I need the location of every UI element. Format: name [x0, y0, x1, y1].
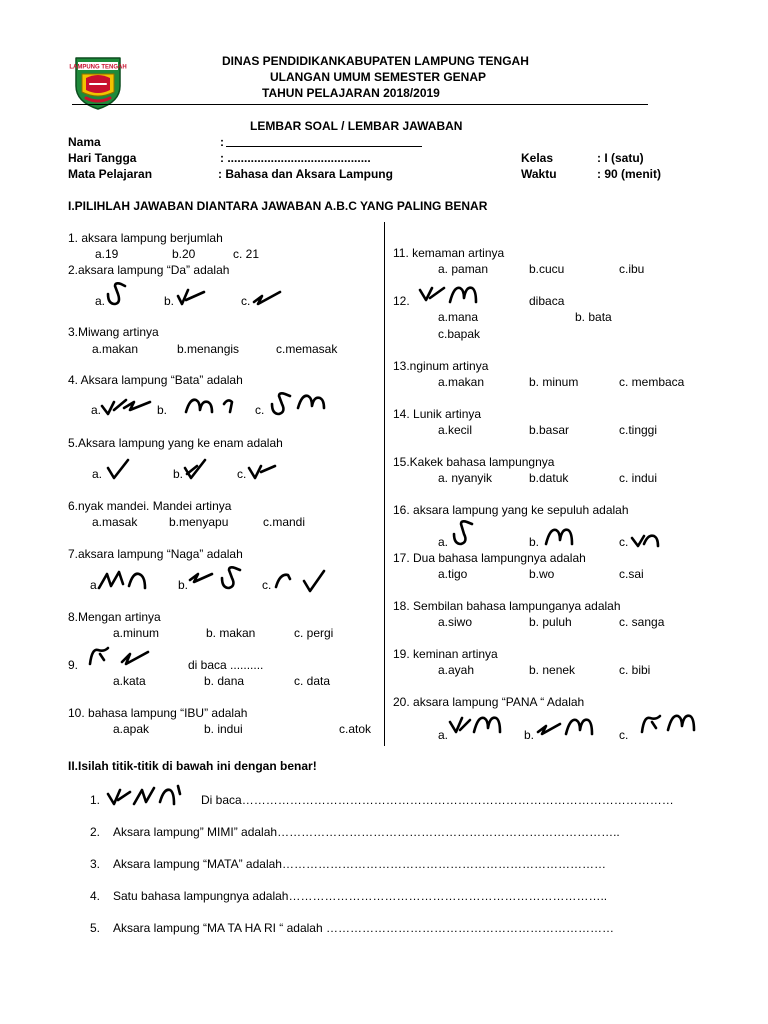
essay-3-text[interactable]: Aksara lampung “MATA” adalah……………………………………………………………………… [113, 857, 606, 871]
q13: 13.nginum artinya [393, 359, 489, 373]
hari-value: : ........................................... [220, 151, 371, 165]
aksara-glyph-q20c [638, 710, 696, 736]
aksara-glyph-q20b [536, 714, 596, 738]
q10: 10. bahasa lampung “IBU” adalah [68, 706, 248, 720]
q18: 18. Sembilan bahasa lampunganya adalah [393, 599, 621, 613]
mapel-label: Mata Pelajaran [68, 167, 153, 181]
aksara-glyph-q7b [188, 562, 250, 592]
q9: 9. [68, 658, 79, 672]
aksara-glyph-q7a [97, 568, 151, 592]
q7-opt-a[interactable]: a. [90, 578, 101, 592]
q11-opt-c[interactable]: c.ibu [619, 262, 645, 276]
q13-opt-b[interactable]: b. minum [529, 375, 579, 389]
essay-1-text[interactable]: Di baca……………………………………………………………………………………………… [201, 793, 674, 807]
q14-opt-a[interactable]: a.kecil [438, 423, 473, 437]
header-divider [72, 104, 648, 105]
q3: 3.Miwang artinya [68, 325, 159, 339]
q6-opt-a[interactable]: a.masak [92, 515, 138, 529]
essay-1-number: 1. [90, 793, 101, 807]
q6-opt-c[interactable]: c.mandi [263, 515, 306, 529]
q5-opt-a[interactable]: a. [92, 467, 103, 481]
q18-opt-c[interactable]: c. sanga [619, 615, 665, 629]
q12-opt-b[interactable]: b. bata [575, 310, 612, 324]
q16-opt-c[interactable]: c. [619, 535, 629, 549]
mapel-value: : Bahasa dan Aksara Lampung [218, 167, 393, 181]
q9-opt-b[interactable]: b. dana [204, 674, 245, 688]
q2-opt-c[interactable]: c. [241, 294, 251, 308]
essay-4-number: 4. [90, 889, 101, 903]
aksara-glyph-q5c [247, 462, 277, 482]
q13-opt-c[interactable]: c. membaca [619, 375, 685, 389]
q8: 8.Mengan artinya [68, 610, 161, 624]
aksara-glyph-essay1 [106, 784, 196, 810]
q9-opt-c[interactable]: c. data [294, 674, 331, 688]
q12-opt-c[interactable]: c.bapak [438, 327, 481, 341]
q8-opt-c[interactable]: c. pergi [294, 626, 334, 640]
nama-field-line[interactable] [226, 146, 422, 147]
q19-opt-b[interactable]: b. nenek [529, 663, 576, 677]
q13-opt-a[interactable]: a.makan [438, 375, 485, 389]
q3-opt-c[interactable]: c.memasak [276, 342, 338, 356]
q2-opt-a[interactable]: a. [95, 294, 106, 308]
q19-opt-a[interactable]: a.ayah [438, 663, 475, 677]
q2-opt-b[interactable]: b. [164, 294, 175, 308]
essay-5-number: 5. [90, 921, 101, 935]
q9-prompt: di baca .......... [188, 658, 264, 672]
q17-opt-b[interactable]: b.wo [529, 567, 555, 581]
section2-title: II.Isilah titik-titik di bawah ini dengan benar! [68, 759, 317, 773]
q10-opt-a[interactable]: a.apak [113, 722, 150, 736]
q1-opt-c[interactable]: c. 21 [233, 247, 260, 261]
essay-4-text[interactable]: Satu bahasa lampungnya adalah…………………………………………………………………….. [113, 889, 608, 903]
q18-opt-b[interactable]: b. puluh [529, 615, 572, 629]
q20-opt-b[interactable]: b. [524, 728, 535, 742]
q7-opt-c[interactable]: c. [262, 578, 272, 592]
q1: 1. aksara lampung berjumlah [68, 231, 223, 245]
q2: 2.aksara lampung “Da” adalah [68, 263, 230, 277]
q15: 15.Kakek bahasa lampungnya [393, 455, 555, 469]
q6: 6.nyak mandei. Mandei artinya [68, 499, 232, 513]
aksara-glyph-q2c [252, 288, 282, 308]
q1-opt-b[interactable]: b.20 [172, 247, 196, 261]
q3-opt-a[interactable]: a.makan [92, 342, 139, 356]
q14-opt-b[interactable]: b.basar [529, 423, 570, 437]
q12-opt-a[interactable]: a.mana [438, 310, 479, 324]
aksara-glyph-q4c [268, 390, 328, 418]
q16-opt-a[interactable]: a. [438, 535, 449, 549]
q3-opt-b[interactable]: b.menangis [177, 342, 240, 356]
q8-opt-b[interactable]: b. makan [206, 626, 256, 640]
q19: 19. keminan artinya [393, 647, 498, 661]
q6-opt-b[interactable]: b.menyapu [169, 515, 229, 529]
nama-colon: : [220, 135, 224, 149]
q20-opt-a[interactable]: a. [438, 728, 449, 742]
aksara-glyph-q16b [544, 524, 580, 548]
q10-opt-c[interactable]: c.atok [339, 722, 372, 736]
section1-title: I.PILIHLAH JAWABAN DIANTARA JAWABAN A.B.C YANG PALING BENAR [68, 199, 488, 213]
sheet-title: LEMBAR SOAL / LEMBAR JAWABAN [250, 119, 463, 133]
q14: 14. Lunik artinya [393, 407, 482, 421]
aksara-glyph-q2b [176, 288, 206, 308]
q15-opt-b[interactable]: b.datuk [529, 471, 569, 485]
aksara-glyph-q7c [274, 567, 328, 593]
aksara-glyph-q4a [100, 396, 152, 416]
q14-opt-c[interactable]: c.tinggi [619, 423, 658, 437]
essay-5-text[interactable]: Aksara lampung “MA TA HA RI “ adalah ……………………………………………………………… [113, 921, 614, 935]
aksara-glyph-q5b [183, 458, 209, 480]
essay-2-number: 2. [90, 825, 101, 839]
essay-3-number: 3. [90, 857, 101, 871]
q4-opt-c[interactable]: c. [255, 403, 265, 417]
aksara-glyph-q4b [184, 394, 242, 416]
q15-opt-c[interactable]: c. indui [619, 471, 658, 485]
q20: 20. aksara lampung “PANA “ Adalah [393, 695, 585, 709]
q17: 17. Dua bahasa lampungnya adalah [393, 551, 586, 565]
essay-2-text[interactable]: Aksara lampung” MIMI” adalah………………………………………………………………………….. [113, 825, 620, 839]
header-line2: ULANGAN UMUM SEMESTER GENAP [270, 70, 487, 84]
aksara-glyph-q20a [448, 712, 504, 738]
aksara-glyph-q2a [105, 282, 135, 308]
q9-opt-a[interactable]: a.kata [113, 674, 146, 688]
hari-label: Hari Tangga [68, 151, 137, 165]
waktu-value: : 90 (menit) [597, 167, 662, 181]
q19-opt-c[interactable]: c. bibi [619, 663, 651, 677]
kelas-value: : I (satu) [597, 151, 644, 165]
kelas-label: Kelas [521, 151, 554, 165]
aksara-glyph-q16c [630, 530, 666, 550]
q5: 5.Aksara lampung yang ke enam adalah [68, 436, 283, 450]
header-line3: TAHUN PELAJARAN 2018/2019 [262, 86, 440, 100]
q10-opt-b[interactable]: b. indui [204, 722, 243, 736]
column-divider [384, 222, 385, 746]
q16: 16. aksara lampung yang ke sepuluh adalah [393, 503, 629, 517]
q7: 7.aksara lampung “Naga” adalah [68, 547, 243, 561]
q4-opt-a[interactable]: a. [91, 403, 102, 417]
q17-opt-c[interactable]: c.sai [619, 567, 644, 581]
q1-opt-a[interactable]: a.19 [95, 247, 119, 261]
regency-logo [69, 56, 127, 110]
q11: 11. kemaman artinya [393, 246, 505, 260]
aksara-glyph-q9 [86, 644, 152, 668]
logo-text: LAMPUNG TENGAH [69, 64, 127, 71]
q15-opt-a[interactable]: a. nyanyik [438, 471, 493, 485]
aksara-glyph-q12 [418, 282, 480, 308]
q18-opt-a[interactable]: a.siwo [438, 615, 473, 629]
q12-prompt: dibaca [529, 294, 565, 308]
header-line1: DINAS PENDIDIKANKABUPATEN LAMPUNG TENGAH [222, 54, 529, 68]
waktu-label: Waktu [521, 167, 557, 181]
q12: 12. [393, 294, 410, 308]
q8-opt-a[interactable]: a.minum [113, 626, 160, 640]
aksara-glyph-q5a [106, 458, 132, 480]
q7-opt-b[interactable]: b. [178, 578, 189, 592]
q20-opt-c[interactable]: c. [619, 728, 629, 742]
q11-opt-a[interactable]: a. paman [438, 262, 489, 276]
q4: 4. Aksara lampung “Bata” adalah [68, 373, 243, 387]
aksara-glyph-q16a [450, 518, 482, 548]
q11-opt-b[interactable]: b.cucu [529, 262, 565, 276]
q17-opt-a[interactable]: a.tigo [438, 567, 468, 581]
q16-opt-b[interactable]: b. [529, 535, 540, 549]
nama-label: Nama [68, 135, 101, 149]
q5-opt-c[interactable]: c. [237, 467, 247, 481]
q5-opt-b[interactable]: b. [173, 467, 184, 481]
q4-opt-b[interactable]: b. [157, 403, 168, 417]
